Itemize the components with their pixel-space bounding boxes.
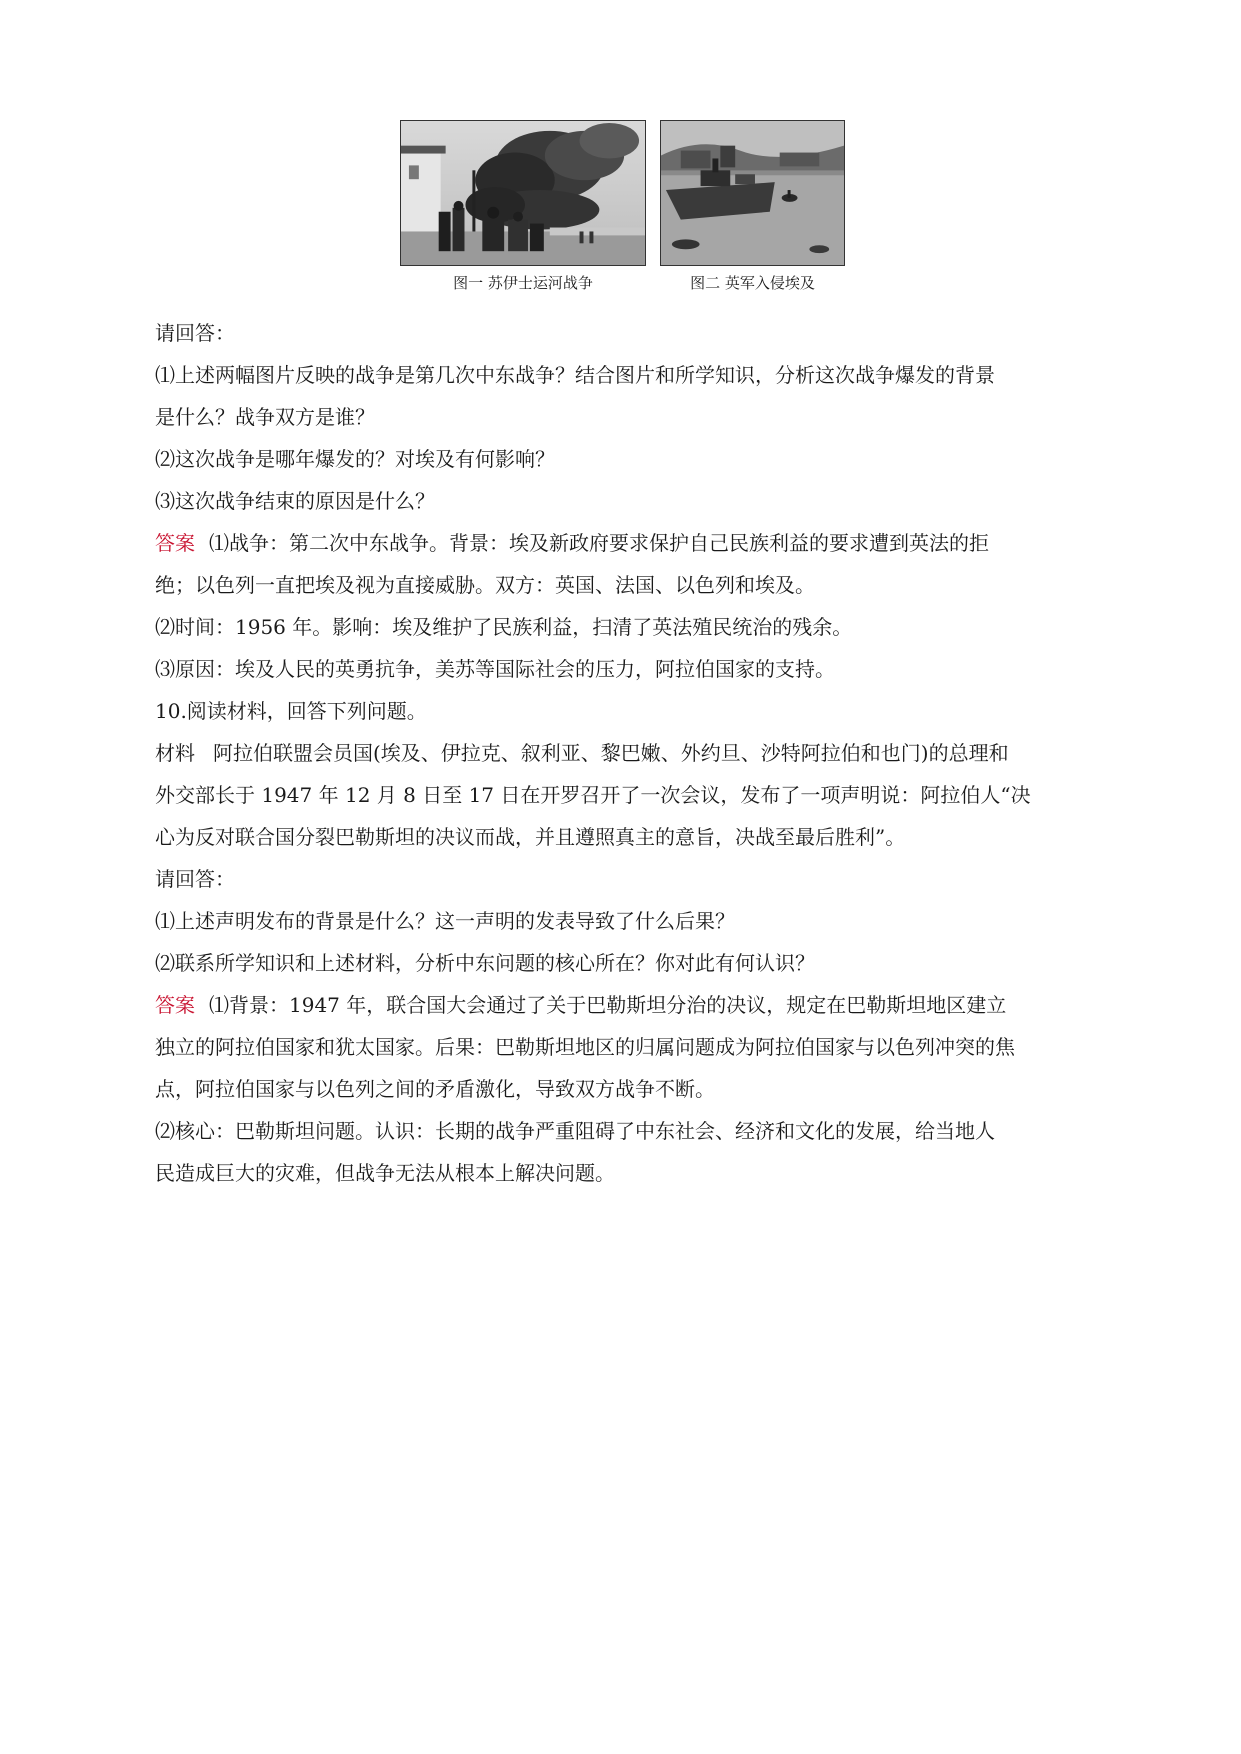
figure-2-caption: 图二 英军入侵埃及 [690, 274, 815, 292]
figure-1 [400, 120, 646, 293]
text-line: 请回答： [155, 321, 235, 345]
text-line: ⑴上述两幅图片反映的战争是第几次中东战争？结合图片和所学知识，分析这次战争爆发的背景 [155, 363, 995, 387]
text-line: 民造成巨大的灾难，但战争无法从根本上解决问题。 [155, 1161, 615, 1185]
answer-label: 答案 [155, 531, 195, 555]
british-invasion-photo [660, 120, 845, 266]
suez-war-photo [400, 120, 646, 266]
text-line: ⑶原因：埃及人民的英勇抗争，美苏等国际社会的压力，阿拉伯国家的支持。 [155, 657, 835, 681]
text-line: 是什么？战争双方是谁？ [155, 405, 375, 429]
text-line: 独立的阿拉伯国家和犹太国家。后果：巴勒斯坦地区的归属问题成为阿拉伯国家与以色列冲突的焦 [155, 1035, 1015, 1059]
answer-line: 答案 ⑴背景：1947 年，联合国大会通过了关于巴勒斯坦分治的决议，规定在巴勒斯坦地区建立 [155, 993, 1007, 1017]
text-line: ⑶这次战争结束的原因是什么？ [155, 489, 435, 513]
figure-1-caption: 图一 苏伊士运河战争 [453, 274, 593, 292]
text-line: ⑵时间：1956 年。影响：埃及维护了民族利益，扫清了英法殖民统治的残余。 [155, 615, 853, 639]
text-line: 外交部长于 1947 年 12 月 8 日至 17 日在开罗召开了一次会议，发布了一项声明说：阿拉伯人“决 [155, 783, 1031, 807]
text-line: ⑵这次战争是哪年爆发的？对埃及有何影响？ [155, 447, 555, 471]
text-line: 绝；以色列一直把埃及视为直接威胁。双方：英国、法国、以色列和埃及。 [155, 573, 815, 597]
answer-label: 答案 [155, 993, 195, 1017]
text-line: 点，阿拉伯国家与以色列之间的矛盾激化，导致双方战争不断。 [155, 1077, 715, 1101]
figure-group [400, 120, 845, 290]
text-line: ⑴上述声明发布的背景是什么？这一声明的发表导致了什么后果？ [155, 909, 735, 933]
text-line: 请回答： [155, 867, 235, 891]
material-line: 材料 阿拉伯联盟会员国(埃及、伊拉克、叙利亚、黎巴嫩、外约旦、沙特阿拉伯和也门)的总理和 [155, 741, 1009, 765]
text-line: ⑵核心：巴勒斯坦问题。认识：长期的战争严重阻碍了中东社会、经济和文化的发展，给当地人 [155, 1119, 995, 1143]
material-label: 材料 [155, 741, 195, 765]
answer-line: 答案 ⑴战争：第二次中东战争。背景：埃及新政府要求保护自己民族利益的要求遭到英法的拒 [155, 531, 989, 555]
question-content [155, 312, 1085, 1194]
figure-2 [660, 120, 845, 293]
text-line: ⑵联系所学知识和上述材料，分析中东问题的核心所在？你对此有何认识？ [155, 951, 815, 975]
question-number-line: 10.阅读材料，回答下列问题。 [155, 699, 427, 723]
text-line: 心为反对联合国分裂巴勒斯坦的决议而战，并且遵照真主的意旨，决战至最后胜利”。 [155, 825, 906, 849]
